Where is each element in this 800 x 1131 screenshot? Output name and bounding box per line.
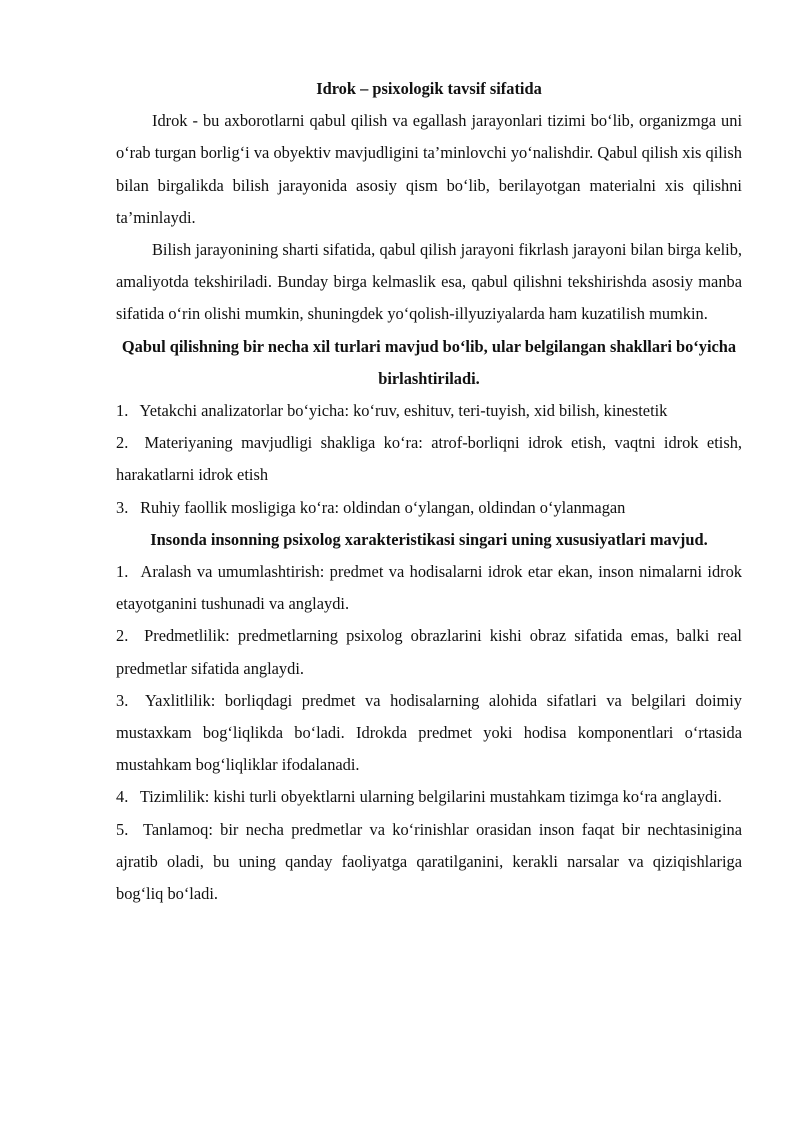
- list-item-text: Aralash va umumlashtirish: predmet va hodisalarni idrok etar ekan, inson nimalarni idrok etayotganini tushunadi va anglaydi.: [116, 562, 742, 614]
- list-item-text: Materiyaning mavjudligi shakliga ko‘ra: atrof-borliqni idrok etish, vaqtni idrok etish, harakatlarni idrok etish: [116, 433, 742, 485]
- list-item: [116, 814, 742, 911]
- list-item-text: Predmetlilik: predmetlarning psixolog obrazlarini kishi obraz sifatida emas, balki real predmetlar sifatida anglaydi.: [116, 626, 742, 678]
- list-item-text: Yetakchi analizatorlar bo‘yicha: ko‘ruv, eshituv, teri-tuyish, xid bilish, kinestetik: [139, 401, 668, 421]
- list-item: [116, 492, 742, 524]
- list-item-text: Tanlamoq: bir necha predmetlar va ko‘rinishlar orasidan inson faqat bir nechtasinigina ajratib oladi, bu uning qanday faoliyatga qaratilganini, kerakli narsalar va qiziqishlariga bog‘liq bo‘ladi.: [116, 819, 742, 904]
- list-item-text: Tizimlilik: kishi turli obyektlarni ularning belgilarini mustahkam tizimga ko‘ra anglaydi.: [139, 787, 722, 807]
- list-item-number: 1.: [116, 562, 129, 582]
- list-item: [116, 685, 742, 782]
- document-title: Idrok – psixologik tavsif sifatida: [316, 79, 542, 98]
- section-heading-properties: Insonda insonning psixolog xarakteristikasi singari uning xususiyatlari mavjud.: [150, 529, 708, 549]
- list-item-number: 3.: [116, 497, 129, 517]
- document-page: [116, 73, 742, 910]
- list-item: [116, 427, 742, 491]
- list-item-number: 2.: [116, 433, 129, 453]
- list-item-number: 3.: [116, 690, 129, 710]
- list-item-number: 4.: [116, 787, 129, 807]
- cognition-paragraph: Bilish jarayonining sharti sifatida, qabul qilish jarayoni fikrlash jarayoni bilan birga kelib, amaliyotda tekshiriladi. Bunday birga kelmaslik esa, qabul qilishni tekshirishda asosiy manba sifatida o‘rin olishi mumkin, shuningdek yo‘qolish-illyuziyalarda ham kuzatilish mumkin.: [116, 240, 742, 324]
- list-item: [116, 395, 742, 427]
- intro-paragraph: Idrok - bu axborotlarni qabul qilish va egallash jarayonlari tizimi bo‘lib, organizmga uni o‘rab turgan borlig‘i va obyektiv mavjudligini ta’minlovchi yo‘nalishdir. Qabul qilish xis qilish bilan birgalikda bilish jarayonida asosiy qism bo‘lib, berilayotgan materialni xis qilishni ta’minlaydi.: [116, 111, 742, 227]
- list-item-number: 5.: [116, 819, 129, 839]
- section-heading-types: Qabul qilishning bir necha xil turlari mavjud bo‘lib, ular belgilangan shakllari bo‘yicha birlashtiriladi.: [121, 336, 737, 388]
- list-item: [116, 781, 742, 813]
- list-item-number: 2.: [116, 626, 129, 646]
- list-item-number: 1.: [116, 401, 129, 421]
- list-item: [116, 620, 742, 684]
- list-item: [116, 556, 742, 620]
- list-item-text: Yaxlitlilik: borliqdagi predmet va hodisalarning alohida sifatlari va belgilari doimiy mustaxkam bog‘liqlikda bo‘ladi. Idrokda predmet yoki hodisa komponentlari o‘rtasida mustahkam bog‘liqliklar ifodalanadi.: [116, 690, 742, 775]
- list-item-text: Ruhiy faollik mosligiga ko‘ra: oldindan o‘ylangan, oldindan o‘ylanmagan: [140, 497, 626, 517]
